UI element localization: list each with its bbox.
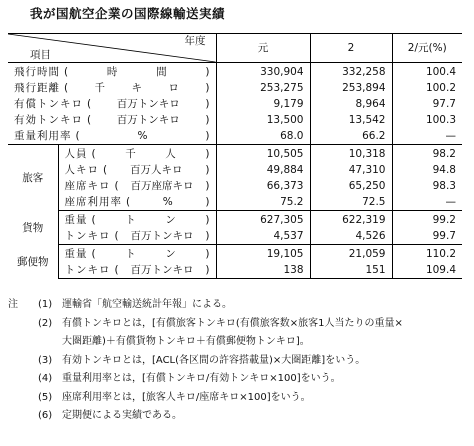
unit-label — [115, 262, 210, 278]
table-row — [8, 145, 462, 163]
row-label — [14, 112, 210, 128]
value-next: 253,894 — [310, 80, 392, 96]
table-row — [8, 96, 462, 112]
value-base: 253,275 — [216, 80, 310, 96]
note-text: 定期便による実績である。 — [62, 410, 182, 421]
note-number: (5) — [38, 391, 53, 403]
value-next: 10,318 — [310, 145, 392, 163]
value-ratio: 99.7 — [392, 228, 462, 245]
value-next: 8,964 — [310, 96, 392, 112]
value-next: 151 — [310, 262, 392, 279]
note-heading: 注 — [8, 299, 18, 310]
note-text: 運輸省「航空輸送統計年報」による。 — [62, 299, 232, 310]
transport-results-table — [8, 33, 462, 279]
unit-part: ) — [205, 82, 210, 94]
note-number: (2) — [38, 317, 53, 329]
table-header-row — [8, 34, 462, 63]
value-base: 13,500 — [216, 112, 310, 128]
value-next: 21,059 — [310, 245, 392, 263]
unit-part: ) — [205, 66, 210, 78]
table-row — [8, 178, 462, 194]
row-label-cell — [8, 96, 216, 112]
value-ratio: 99.2 — [432, 214, 456, 226]
item-name: 座席利用率 — [64, 196, 122, 208]
row-label — [65, 194, 210, 210]
value-base: 138 — [216, 262, 310, 279]
unit-part: ) — [205, 164, 210, 176]
table-row — [8, 211, 462, 229]
value-base: 10,505 — [216, 145, 310, 163]
row-label-cell — [8, 63, 216, 81]
table-row — [8, 228, 462, 245]
table-row — [8, 63, 462, 81]
unit-part: 時 — [106, 66, 118, 78]
note-heading — [8, 352, 38, 371]
unit-label — [103, 162, 210, 178]
note-text: 座席利用率とは，[旅客人キロ/座席キロ×100]をいう。 — [62, 391, 311, 403]
unit-part: ) — [205, 196, 210, 208]
note-number: (4) — [38, 373, 53, 384]
item-name: トンキロ — [64, 230, 111, 242]
unit-part: 百万トンキロ — [130, 230, 194, 242]
row-label — [65, 178, 210, 194]
row-label — [14, 128, 210, 144]
row-label — [65, 146, 210, 162]
row-label — [65, 246, 210, 262]
unit-part: ( — [64, 66, 69, 78]
header-diagonal-cell — [8, 34, 216, 63]
unit-part: ) — [205, 148, 210, 160]
category-cell — [8, 211, 58, 245]
table-row — [8, 194, 462, 211]
value-base: 49,884 — [216, 162, 310, 178]
row-label-cell — [58, 194, 216, 211]
table-row — [8, 162, 462, 178]
value-next: 65,250 — [310, 178, 392, 194]
note-heading — [8, 370, 38, 389]
note-item — [8, 389, 470, 408]
note-item — [8, 352, 470, 371]
value-base: 330,904 — [216, 63, 310, 81]
item-name: 人員 — [64, 148, 88, 160]
row-label — [65, 262, 210, 278]
unit-part: ) — [205, 214, 210, 226]
value-ratio: 94.8 — [432, 164, 456, 176]
header-col-next: 2 — [310, 34, 392, 63]
table-row — [8, 80, 462, 96]
value-ratio: 100.3 — [425, 114, 456, 126]
note-text: 重量利用率とは，[有償トンキロ/有効トンキロ×100]をいう。 — [62, 373, 341, 384]
value-ratio: 98.3 — [432, 180, 456, 192]
unit-part: ( — [91, 248, 96, 260]
unit-label — [76, 128, 210, 144]
category-label: 郵便物 — [17, 256, 49, 268]
row-label — [65, 228, 210, 244]
unit-part: ( — [114, 230, 119, 242]
value-ratio: 97.7 — [432, 98, 456, 110]
table-row — [8, 128, 462, 145]
table-row — [8, 245, 462, 263]
row-label-cell — [58, 245, 216, 263]
unit-label — [87, 112, 210, 128]
item-name: 有償トンキロ — [14, 98, 83, 110]
value-next: 47,310 — [310, 162, 392, 178]
unit-label — [87, 96, 210, 112]
unit-label — [64, 80, 210, 96]
item-name: 飛行距離 — [14, 82, 60, 94]
unit-part: 百万トンキロ — [116, 98, 180, 110]
unit-part: ) — [205, 130, 210, 142]
unit-part: ) — [205, 264, 210, 276]
value-base: 9,179 — [216, 96, 310, 112]
unit-part: ) — [205, 248, 210, 260]
value-base: 19,105 — [216, 245, 310, 263]
value-ratio: — — [392, 128, 462, 145]
note-item — [8, 333, 470, 352]
item-name: 重量 — [64, 248, 88, 260]
row-label — [14, 80, 210, 96]
unit-part: 人 — [165, 148, 176, 160]
unit-label — [92, 146, 210, 162]
unit-part: ト — [125, 214, 136, 226]
row-label-cell — [8, 112, 216, 128]
row-label-cell — [58, 162, 216, 178]
unit-part: 千 — [94, 82, 106, 94]
value-ratio: 100.4 — [425, 66, 456, 78]
note-item — [8, 407, 470, 426]
value-next: 622,319 — [310, 211, 392, 229]
row-label — [14, 96, 210, 112]
row-label — [65, 162, 210, 178]
value-base: 4,537 — [216, 228, 310, 245]
item-name: トンキロ — [64, 264, 111, 276]
value-next: 13,542 — [310, 112, 392, 128]
unit-part: ( — [114, 180, 119, 192]
unit-label — [92, 212, 210, 228]
item-name: 重量利用率 — [14, 130, 72, 142]
unit-label — [126, 194, 210, 210]
header-col-base: 元 — [216, 34, 310, 63]
unit-part: 千 — [125, 148, 136, 160]
category-label: 旅客 — [22, 172, 44, 185]
unit-part: ) — [205, 180, 210, 192]
unit-part: 百万人キロ — [130, 164, 183, 176]
unit-part: ロ — [168, 82, 179, 94]
value-ratio: — — [392, 194, 462, 211]
row-label-cell — [58, 211, 216, 229]
unit-part: % — [162, 196, 173, 208]
value-ratio: 100.2 — [425, 82, 456, 94]
category-label: 貨物 — [22, 222, 44, 234]
note-item — [8, 315, 470, 334]
unit-part: ト — [125, 248, 136, 260]
unit-part: ン — [165, 248, 176, 260]
row-label-cell — [58, 228, 216, 245]
note-heading — [8, 315, 38, 334]
value-base: 627,305 — [216, 211, 310, 229]
category-cell — [8, 245, 58, 279]
value-base: 66,373 — [216, 178, 310, 194]
note-heading — [8, 407, 38, 426]
unit-part: ン — [165, 214, 176, 226]
unit-part: ) — [205, 230, 210, 242]
row-label-cell — [8, 128, 216, 145]
value-ratio: 110.2 — [425, 248, 456, 260]
unit-part: ( — [91, 214, 96, 226]
row-label-cell — [58, 262, 216, 279]
unit-part: ( — [64, 82, 69, 94]
table-row — [8, 112, 462, 128]
header-year-label: 年度 — [184, 35, 206, 47]
item-name: 飛行時間 — [14, 66, 60, 78]
header-col-ratio: 2/元(%) — [392, 34, 462, 63]
unit-part: % — [137, 130, 148, 142]
unit-label — [115, 228, 210, 244]
note-number: (3) — [38, 354, 53, 366]
unit-part: ) — [205, 114, 210, 126]
value-next: 72.5 — [310, 194, 392, 211]
row-label-cell — [8, 80, 216, 96]
note-text: 大圏距離)＋有償貨物トンキロ＋有償郵便物トンキロ]。 — [62, 336, 310, 347]
row-label-cell — [58, 178, 216, 194]
item-name: 有効トンキロ — [14, 114, 83, 126]
note-number: (6) — [38, 410, 53, 421]
value-base: 75.2 — [216, 194, 310, 211]
header-item-label: 項目 — [30, 49, 51, 61]
value-next: 4,526 — [310, 228, 392, 245]
value-ratio: 109.4 — [392, 262, 462, 279]
notes-section — [8, 296, 470, 426]
unit-label — [115, 178, 210, 194]
value-next: 66.2 — [310, 128, 392, 145]
unit-label — [92, 246, 210, 262]
table-row — [8, 262, 462, 279]
unit-part: ( — [126, 196, 131, 208]
unit-part: ( — [114, 264, 119, 276]
unit-part: 百万トンキロ — [130, 264, 194, 276]
table-title: 我が国航空企業の国際線輸送実績 — [30, 6, 226, 21]
note-item — [8, 370, 470, 389]
unit-part: ) — [205, 98, 210, 110]
value-base: 68.0 — [216, 128, 310, 145]
category-cell — [8, 145, 58, 211]
unit-part: キ — [131, 82, 142, 94]
unit-part: ( — [103, 164, 108, 176]
unit-part: ( — [87, 98, 92, 110]
value-next: 332,258 — [310, 63, 392, 81]
table-body — [8, 63, 462, 279]
unit-part: 間 — [156, 66, 167, 78]
item-name: 重量 — [64, 214, 88, 226]
row-label-cell — [58, 145, 216, 163]
unit-label — [64, 64, 210, 80]
row-label — [14, 64, 210, 80]
value-ratio: 98.2 — [432, 148, 456, 160]
note-text: 有償トンキロとは，[有償旅客トンキロ(有償旅客数×旅客1人当たりの重量× — [62, 317, 403, 329]
note-item — [8, 296, 470, 315]
note-heading — [8, 389, 38, 408]
unit-part: ( — [87, 114, 92, 126]
unit-part: ( — [91, 148, 96, 160]
unit-part: ( — [75, 130, 80, 142]
note-text: 有効トンキロとは，[ACL(各区間の許容搭載量)×大圏距離]をいう。 — [62, 354, 366, 366]
unit-part: 百万座席キロ — [130, 180, 194, 192]
note-number: (1) — [38, 299, 53, 310]
unit-part: 百万トンキロ — [116, 114, 180, 126]
row-label — [65, 212, 210, 228]
item-name: 人キロ — [64, 164, 99, 176]
item-name: 座席キロ — [64, 180, 111, 192]
